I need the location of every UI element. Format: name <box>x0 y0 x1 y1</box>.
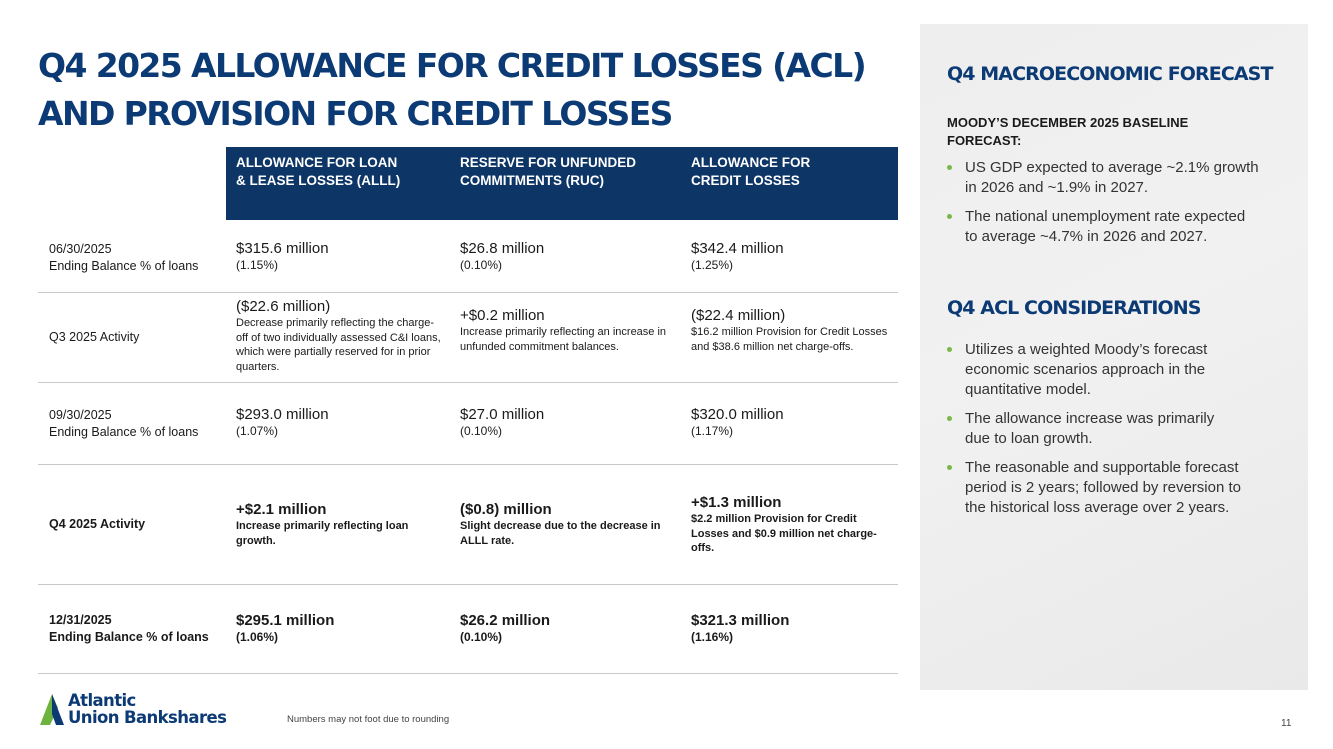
cell-value: $295.1 million <box>236 612 335 629</box>
bullet-text: US GDP expected to average ~2.1% growth in 2026 and ~1.9% in 2027. <box>965 159 1259 196</box>
bullet-dot-icon <box>947 214 952 219</box>
cell-value: $321.3 million <box>691 612 790 629</box>
bullet-item <box>947 340 1277 400</box>
side-panel <box>920 24 1308 690</box>
bullet-item <box>947 207 1277 247</box>
cell-alll <box>236 406 446 439</box>
bullet-item <box>947 458 1277 518</box>
cell-value: $342.4 million <box>691 240 784 257</box>
cell-percent: (1.17%) <box>691 424 734 438</box>
cell-acl <box>691 612 891 645</box>
considerations-bullets <box>947 340 1277 527</box>
bullet-dot-icon <box>947 465 952 470</box>
cell-note: Slight decrease due to the decrease in ALLL rate. <box>460 520 661 547</box>
cell-note: Increase primarily reflecting loan growth. <box>236 520 409 547</box>
cell-acl <box>691 240 891 273</box>
row-label: 06/30/2025 Ending Balance % of loans <box>49 242 199 273</box>
bullet-item <box>947 409 1277 449</box>
page-title <box>38 42 898 138</box>
cell-ruc <box>460 406 674 439</box>
cell-note: $16.2 million Provision for Credit Losses and $38.6 million net charge-offs. <box>691 326 888 353</box>
table-header <box>226 147 898 220</box>
cell-ruc <box>460 240 674 273</box>
cell-value: +$0.2 million <box>460 307 545 324</box>
forecast-subhead: MOODY’S DECEMBER 2025 BASELINE FORECAST: <box>947 115 1189 148</box>
cell-ruc <box>460 612 674 645</box>
cell-value: $293.0 million <box>236 406 329 423</box>
cell-alll <box>236 612 446 645</box>
row-label: Q3 2025 Activity <box>49 330 140 344</box>
considerations-heading: Q4 ACL CONSIDERATIONS <box>947 297 1201 319</box>
header-ruc: RESERVE FOR UNFUNDED COMMITMENTS (RUC) <box>460 155 637 188</box>
cell-ruc <box>460 307 674 354</box>
bullet-item <box>947 158 1277 198</box>
table-row-q4-activity <box>38 465 898 585</box>
bullet-text: Utilizes a weighted Moody’s forecast economic scenarios approach in the quantitative model. <box>965 341 1208 398</box>
table-row-q3-activity <box>38 293 898 383</box>
cell-percent: (1.07%) <box>236 424 279 438</box>
row-label: 12/31/2025 Ending Balance % of loans <box>49 613 209 644</box>
cell-value: $27.0 million <box>460 406 545 423</box>
row-label: 09/30/2025 Ending Balance % of loans <box>49 408 199 439</box>
cell-value: ($22.6 million) <box>236 298 331 315</box>
cell-ruc <box>460 501 674 548</box>
cell-value: $26.2 million <box>460 612 551 629</box>
bullet-text: The reasonable and supportable forecast period is 2 years; followed by reversion to the historical loss average over 2 years. <box>965 459 1241 516</box>
page-title-line-2: AND PROVISION FOR CREDIT LOSSES <box>38 94 672 133</box>
table-row-06-30-2025 <box>38 220 898 293</box>
bullet-text: The allowance increase was primarily due to loan growth. <box>965 410 1215 447</box>
cell-note: $2.2 million Provision for Credit Losses and $0.9 million net charge-offs. <box>691 513 877 554</box>
page-number: 11 <box>1281 718 1292 729</box>
cell-value: $320.0 million <box>691 406 784 423</box>
logo-mark-icon <box>38 691 66 727</box>
cell-alll <box>236 298 446 374</box>
cell-acl <box>691 406 891 439</box>
header-alll: ALLOWANCE FOR LOAN & LEASE LOSSES (ALLL) <box>236 155 401 188</box>
bullet-dot-icon <box>947 165 952 170</box>
cell-percent: (0.10%) <box>460 258 503 272</box>
cell-note: Increase primarily reflecting an increase in unfunded commitment balances. <box>460 326 667 353</box>
cell-acl <box>691 307 891 354</box>
cell-acl <box>691 494 891 556</box>
header-acl: ALLOWANCE FOR CREDIT LOSSES <box>691 155 811 188</box>
cell-value: ($0.8) million <box>460 501 552 518</box>
cell-value: $315.6 million <box>236 240 329 257</box>
footnote: Numbers may not foot due to rounding <box>287 714 450 725</box>
cell-percent: (0.10%) <box>460 630 503 644</box>
logo-text: Atlantic Union Bankshares <box>68 691 227 727</box>
cell-percent: (0.10%) <box>460 424 503 438</box>
table-row-12-31-2025 <box>38 585 898 674</box>
bullet-dot-icon <box>947 416 952 421</box>
cell-percent: (1.15%) <box>236 258 279 272</box>
bullet-text: The national unemployment rate expected to average ~4.7% in 2026 and 2027. <box>965 208 1246 245</box>
cell-value: +$1.3 million <box>691 494 782 511</box>
cell-alll <box>236 501 446 548</box>
cell-value: $26.8 million <box>460 240 545 257</box>
table-row-09-30-2025 <box>38 383 898 465</box>
atlantic-union-logo <box>38 691 258 729</box>
page-title-line-1: Q4 2025 ALLOWANCE FOR CREDIT LOSSES (ACL) <box>38 46 866 85</box>
bullet-dot-icon <box>947 347 952 352</box>
forecast-bullets <box>947 158 1277 256</box>
forecast-heading: Q4 MACROECONOMIC FORECAST <box>947 63 1273 85</box>
cell-percent: (1.06%) <box>236 630 279 644</box>
cell-value: ($22.4 million) <box>691 307 786 324</box>
cell-value: +$2.1 million <box>236 501 327 518</box>
row-label: Q4 2025 Activity <box>49 517 146 531</box>
cell-percent: (1.16%) <box>691 630 734 644</box>
cell-percent: (1.25%) <box>691 258 734 272</box>
cell-note: Decrease primarily reflecting the charge-off of two individually assessed C&I loans, which were partially reserved for in prior quarters. <box>236 317 441 373</box>
cell-alll <box>236 240 446 273</box>
